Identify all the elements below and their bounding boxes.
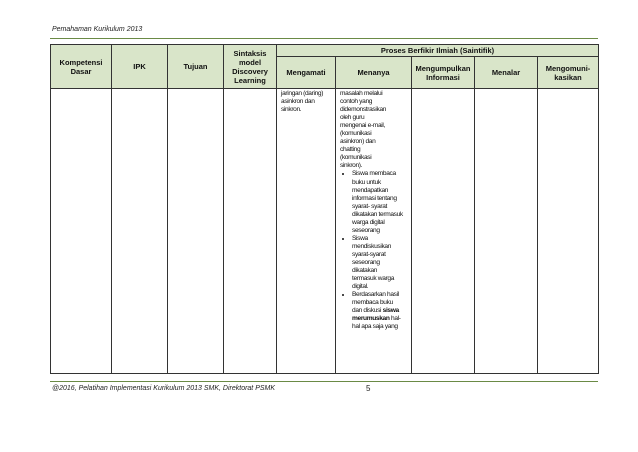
header-rule [50, 38, 598, 39]
header-proses-berfikir: Proses Berfikir Ilmiah (Saintifik) [277, 45, 599, 57]
header-sintaksis: Sintaksis model Discovery Learning [224, 45, 277, 89]
header-mengumpulkan-informasi: Mengumpulkan Informasi [412, 57, 475, 89]
header-menanya: Menanya [336, 57, 412, 89]
menanya-bullet-list [340, 170, 408, 331]
header-mengomunikasikan: Mengomuni- kasikan [538, 57, 599, 89]
list-item: • Siswa mendiskusikan syarat-syarat seseorang dikatakan termasuk warga digital. [352, 235, 408, 291]
cell-mengamati [277, 89, 336, 374]
header-menalar: Menalar [475, 57, 538, 89]
table-row [51, 89, 599, 374]
footer-text: @2016, Pelatihan Implementasi Kurikulum 2013 SMK, Direktorat PSMK [52, 385, 276, 392]
last-bullet-start: Berdasarkan hasil membaca buku dan diskusi [352, 291, 399, 315]
cell-menalar [475, 89, 538, 374]
cell-mengomunikasikan [538, 89, 599, 374]
mengamati-text: jaringan (daring) asinkron dan sinkron. [281, 90, 324, 114]
header-tujuan: Tujuan [168, 45, 224, 89]
cell-menanya [336, 89, 412, 374]
header-mengamati: Mengamati [277, 57, 336, 89]
footer-rule [50, 381, 598, 382]
cell-kompetensi-dasar [51, 89, 112, 374]
lesson-plan-table [50, 44, 599, 374]
cell-sintaksis [224, 89, 277, 374]
cell-ipk [112, 89, 168, 374]
header-ipk: IPK [112, 45, 168, 89]
menanya-intro: masalah melalui contoh yang didemonstrasikan oleh guru mengenai e-mail, (komunikasi asinkron) dan chatting (komunikasi sinkron). [340, 90, 387, 170]
last-bullet-bold: siswa merumuskan [352, 307, 399, 323]
last-bullet-end: hal- hal apa saja yang [352, 315, 401, 331]
list-item [352, 291, 408, 331]
cell-tujuan [168, 89, 224, 374]
list-item: • Siswa membaca buku untuk mendapatkan informasi tentang syarat- syarat dikatakan termasuk warga digital seseorang [352, 170, 408, 234]
header-kompetensi-dasar: Kompetensi Dasar [51, 45, 112, 89]
page-number: 5 [366, 384, 371, 393]
cell-mengumpulkan-informasi [412, 89, 475, 374]
running-header: Pemahaman Kurikulum 2013 [52, 26, 143, 33]
